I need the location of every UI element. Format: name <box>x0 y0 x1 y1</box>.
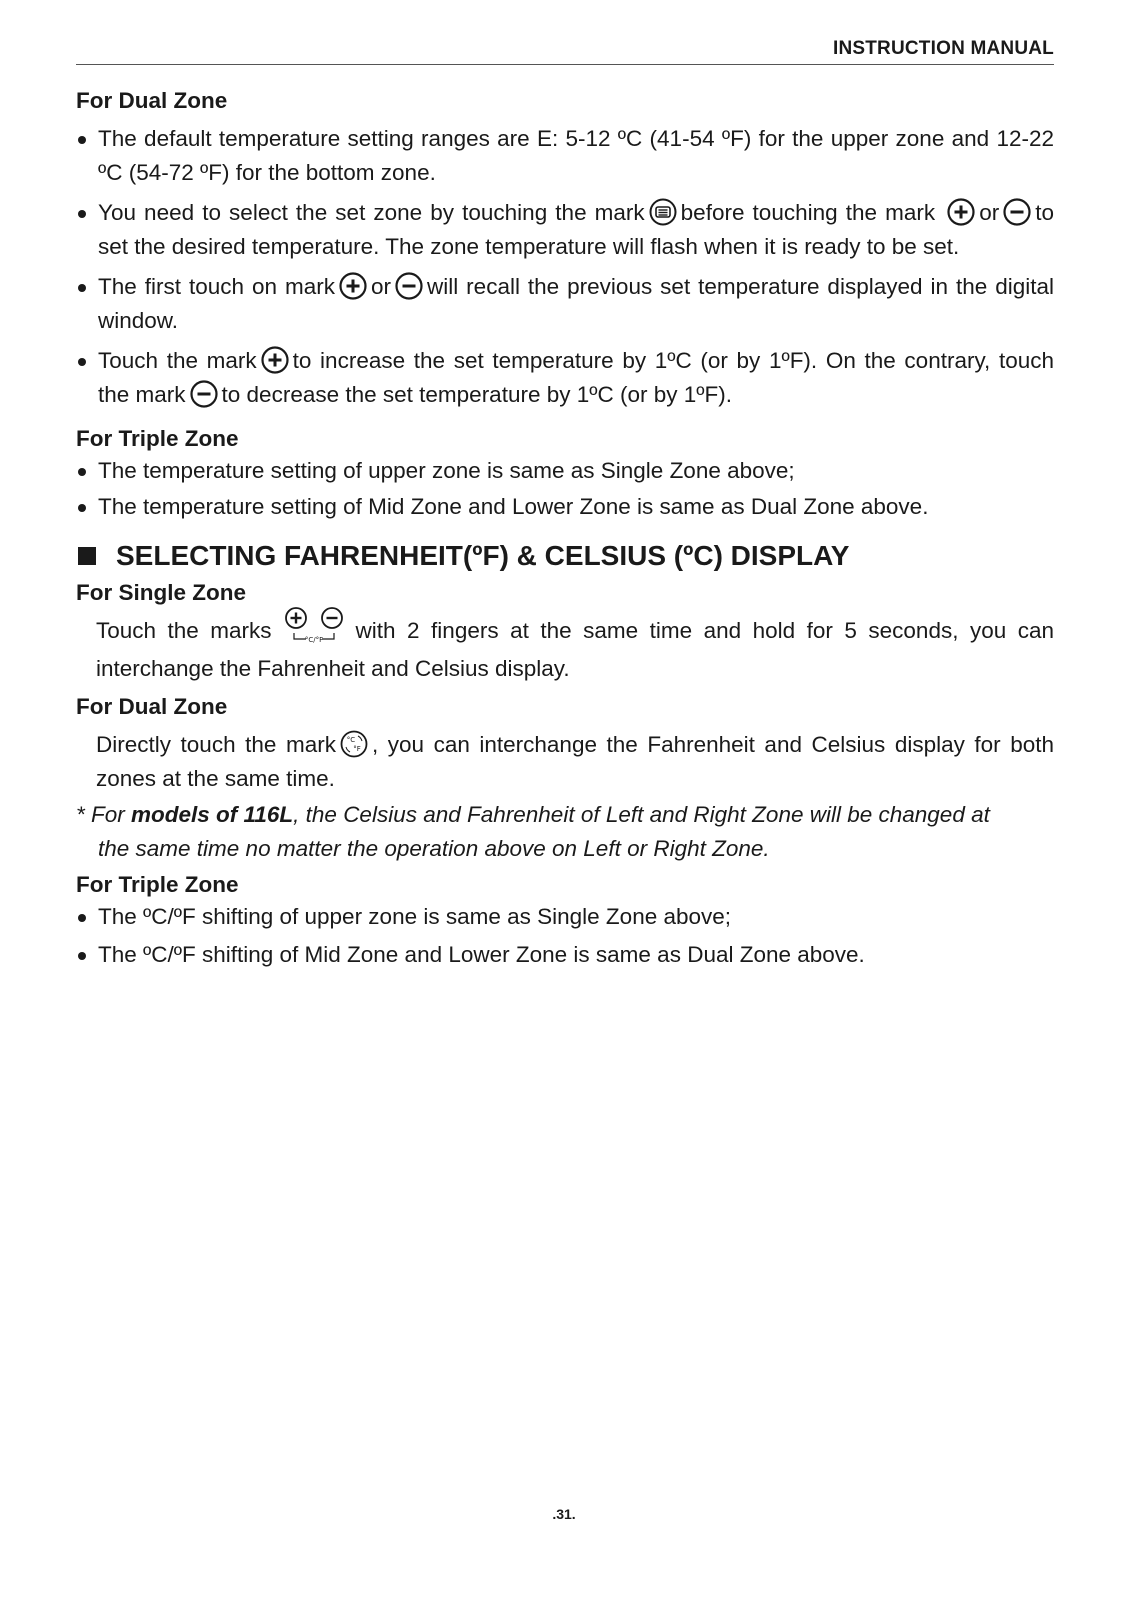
bullet-text: You need to select the set zone by touching the mark <box>98 200 645 225</box>
dual-zone-temp-heading: For Dual Zone <box>76 88 228 113</box>
bullet-text: The ºC/ºF shifting of Mid Zone and Lower Zone is same as Dual Zone above. <box>98 942 865 967</box>
bullet-text: Touch the mark <box>98 348 257 373</box>
minus-icon <box>190 380 218 408</box>
bullet-text: The temperature setting of Mid Zone and Lower Zone is same as Dual Zone above. <box>98 494 929 519</box>
bullet-text: will recall the previous set temperature displayed in the digital window. <box>98 274 1054 333</box>
section-title-text: SELECTING FAHRENHEIT(ºF) & CELSIUS (ºC) DISPLAY <box>116 540 850 571</box>
plus-icon <box>339 272 367 300</box>
bullet-text: to increase the set temperature by 1ºC (or by 1ºF). On the contrary, touch the mark <box>98 348 1054 407</box>
minus-icon <box>1003 198 1031 226</box>
dual-zone-temp-bullet-3 <box>76 270 1054 338</box>
section-title <box>76 536 1054 576</box>
zone-select-icon <box>649 198 677 226</box>
celsius-fahrenheit-icon <box>340 730 368 758</box>
plus-minus-pair-icon <box>280 606 346 646</box>
triple-zone-unit-heading: For Triple Zone <box>76 872 239 897</box>
bullet-text: The ºC/ºF shifting of upper zone is same as Single Zone above; <box>98 904 732 929</box>
page-header <box>76 36 1054 65</box>
single-zone-unit-heading: For Single Zone <box>76 580 247 605</box>
svg-text:°C: °C <box>346 736 356 745</box>
dual-zone-temp-bullet-4 <box>76 344 1054 412</box>
plus-icon <box>947 198 975 226</box>
page-number: .31. <box>552 1506 576 1522</box>
bullet-text: The temperature setting of upper zone is same as Single Zone above; <box>98 458 795 483</box>
section-square-icon <box>78 547 96 565</box>
bullet-text: to decrease the set temperature by 1ºC (or by 1ºF). <box>221 382 732 407</box>
dual-zone-temp-bullet-1 <box>76 122 1054 190</box>
model-note <box>76 798 1054 866</box>
note-model: models of 116L <box>131 802 294 827</box>
bullet-text: or <box>979 200 1000 225</box>
plus-icon <box>261 346 289 374</box>
svg-text:°F: °F <box>353 745 361 754</box>
dual-zone-temp-bullet-2 <box>76 196 1054 264</box>
note-text: the same time no matter the operation above on Left or Right Zone. <box>98 836 770 861</box>
single-zone-unit-paragraph <box>76 612 1054 686</box>
header-title: INSTRUCTION MANUAL <box>832 38 1054 59</box>
minus-icon <box>395 272 423 300</box>
paragraph-text: with 2 fingers at the same time and hold for 5 seconds, you can interchange the Fahrenheit and Celsius display. <box>96 617 1054 681</box>
page-content <box>76 86 1054 972</box>
paragraph-text: Touch the marks <box>96 617 272 643</box>
paragraph-text: Directly touch the mark <box>96 732 336 757</box>
dual-zone-unit-heading: For Dual Zone <box>76 694 228 719</box>
bullet-text: before touching the mark <box>680 200 936 225</box>
bullet-text: or <box>370 274 391 299</box>
bullet-text: The default temperature setting ranges are E: 5-12 ºC (41-54 ºF) for the upper zone and 12-22 ºC (54-72 ºF) for the bottom zone. <box>98 126 1054 185</box>
bullet-text: to set the desired temperature. The zone temperature will flash when it is ready to be set. <box>98 200 1054 259</box>
bullet-text: The first touch on mark <box>98 274 335 299</box>
triple-zone-temp-bullet-2 <box>76 490 1054 524</box>
note-text: * For <box>76 802 132 827</box>
note-text: , the Celsius and Fahrenheit of Left and Right Zone will be changed at <box>293 802 990 827</box>
paragraph-text: , you can interchange the Fahrenheit and Celsius display for both zones at the same time. <box>96 732 1054 791</box>
icon-caption: °C/°F <box>304 636 323 644</box>
triple-zone-temp-bullet-1 <box>76 454 1054 488</box>
triple-zone-temp-heading: For Triple Zone <box>76 426 239 451</box>
triple-zone-unit-bullet-1 <box>76 900 1054 934</box>
dual-zone-unit-paragraph <box>76 728 1054 796</box>
triple-zone-unit-bullet-2 <box>76 938 1054 972</box>
